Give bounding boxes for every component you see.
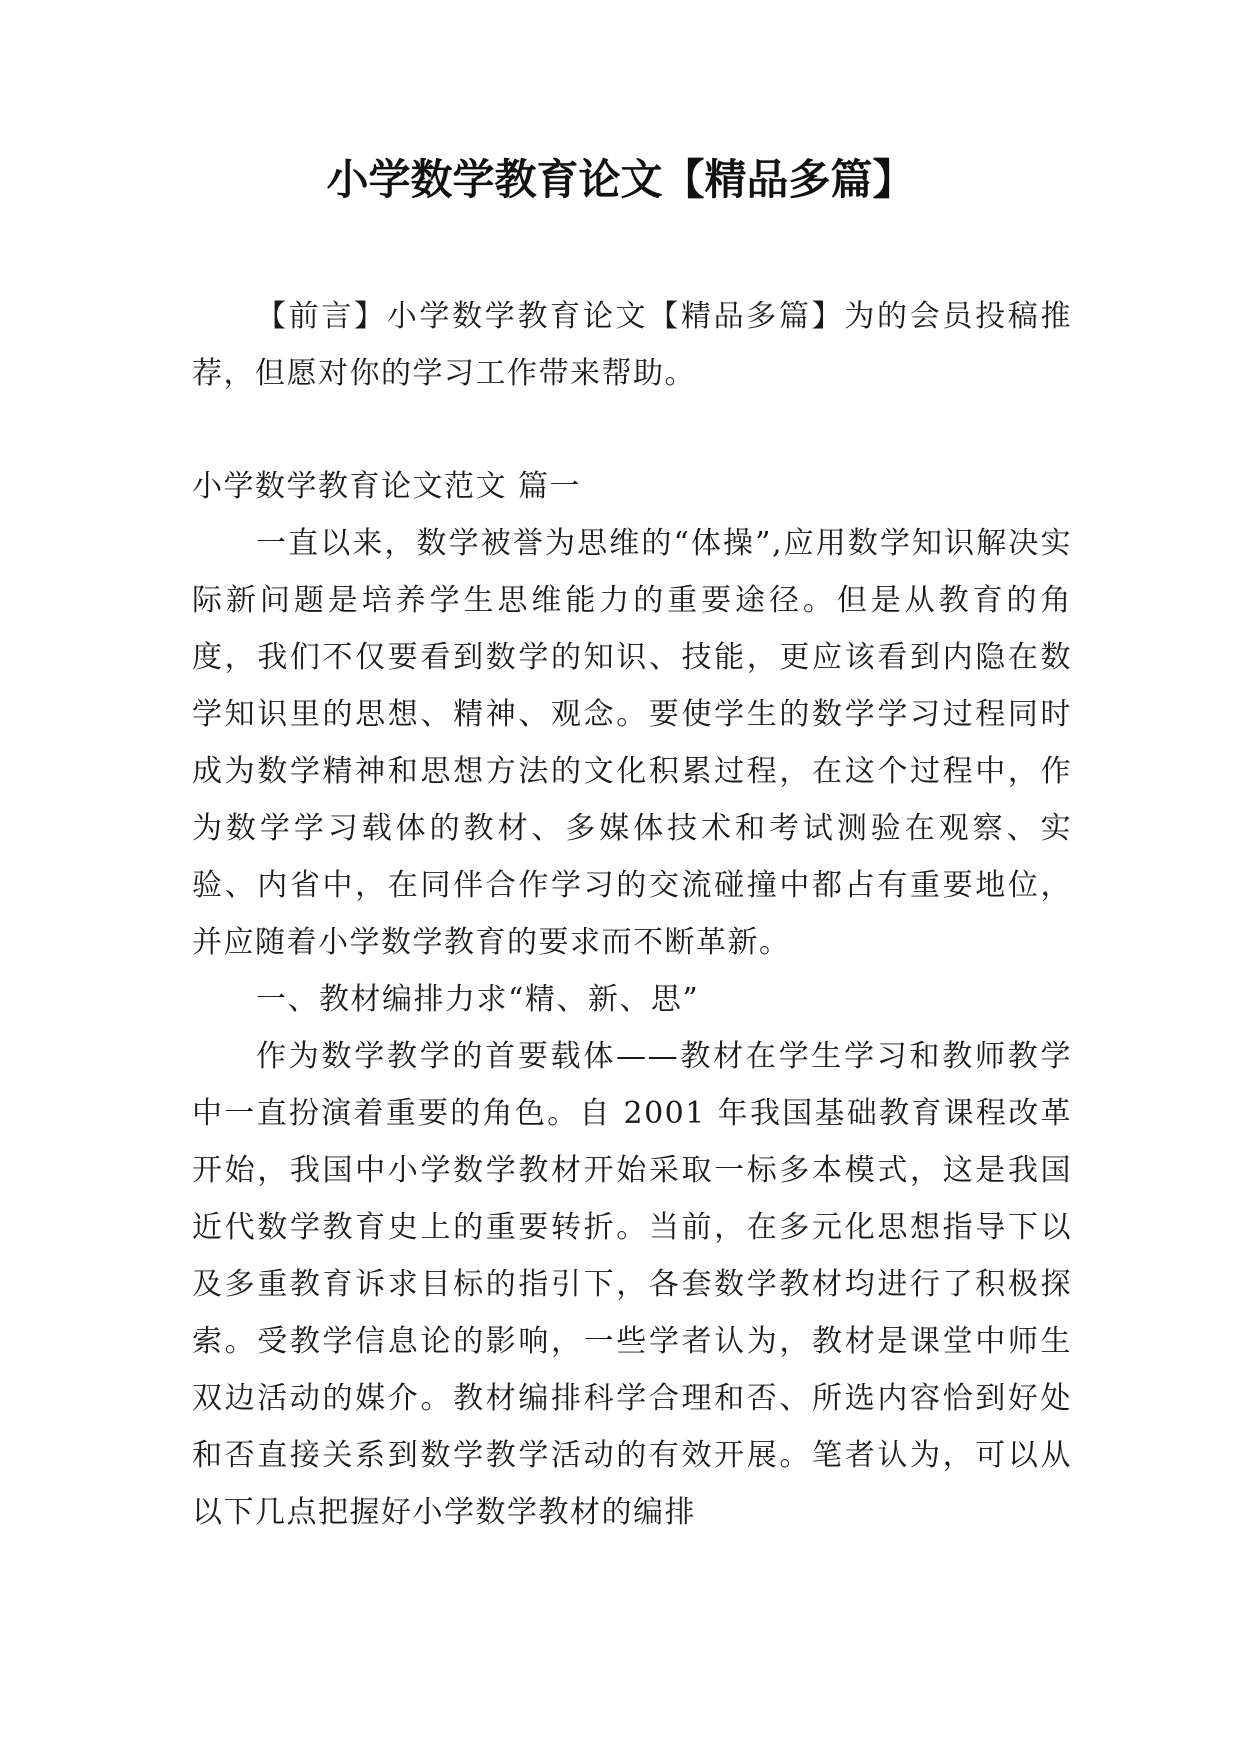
section-heading: 小学数学教育论文范文 篇一	[192, 469, 582, 504]
subheading-1: 一、教材编排力求“精、新、思”	[256, 982, 700, 1017]
body-paragraph-2: 作为数学教学的首要载体——教材在学生学习和教师教学中一直扮演着重要的角色。自 2001 年我国基础教育课程改革开始，我国中小学数学教材开始采取一标多本模式，这是我国近代数学教育史上的重要转折。当前，在多元化思想指导下以及多重教育诉求目标的指引下，各套数学教材均进行了积极探索。受教学信息论的影响，一些学者认为，教材是课堂中师生双边活动的媒介。教材编排科学合理和否、所选内容恰到好处和否直接关系到数学教学活动的有效开展。笔者认为，可以从以下几点把握好小学数学教材的编排	[192, 1039, 1072, 1530]
body-paragraph-1: 一直以来，数学被誉为思维的“体操”,应用数学知识解决实际新问题是培养学生思维能力的重要途径。但是从教育的角度，我们不仅要看到数学的知识、技能，更应该看到内隐在数学知识里的思想、精神、观念。要使学生的数学学习过程同时成为数学精神和思想方法的文化积累过程，在这个过程中，作为数学学习载体的教材、多媒体技术和考试测验在观察、实验、内省中，在同伴合作学习的交流碰撞中都占有重要地位，并应随着小学数学教育的要求而不断革新。	[192, 526, 1072, 960]
document-title: 小学数学教育论文【精品多篇】	[326, 155, 915, 204]
document-body	[192, 288, 1072, 1541]
preface-paragraph: 【前言】小学数学教育论文【精品多篇】为的会员投稿推荐，但愿对你的学习工作带来帮助。	[192, 299, 1072, 391]
